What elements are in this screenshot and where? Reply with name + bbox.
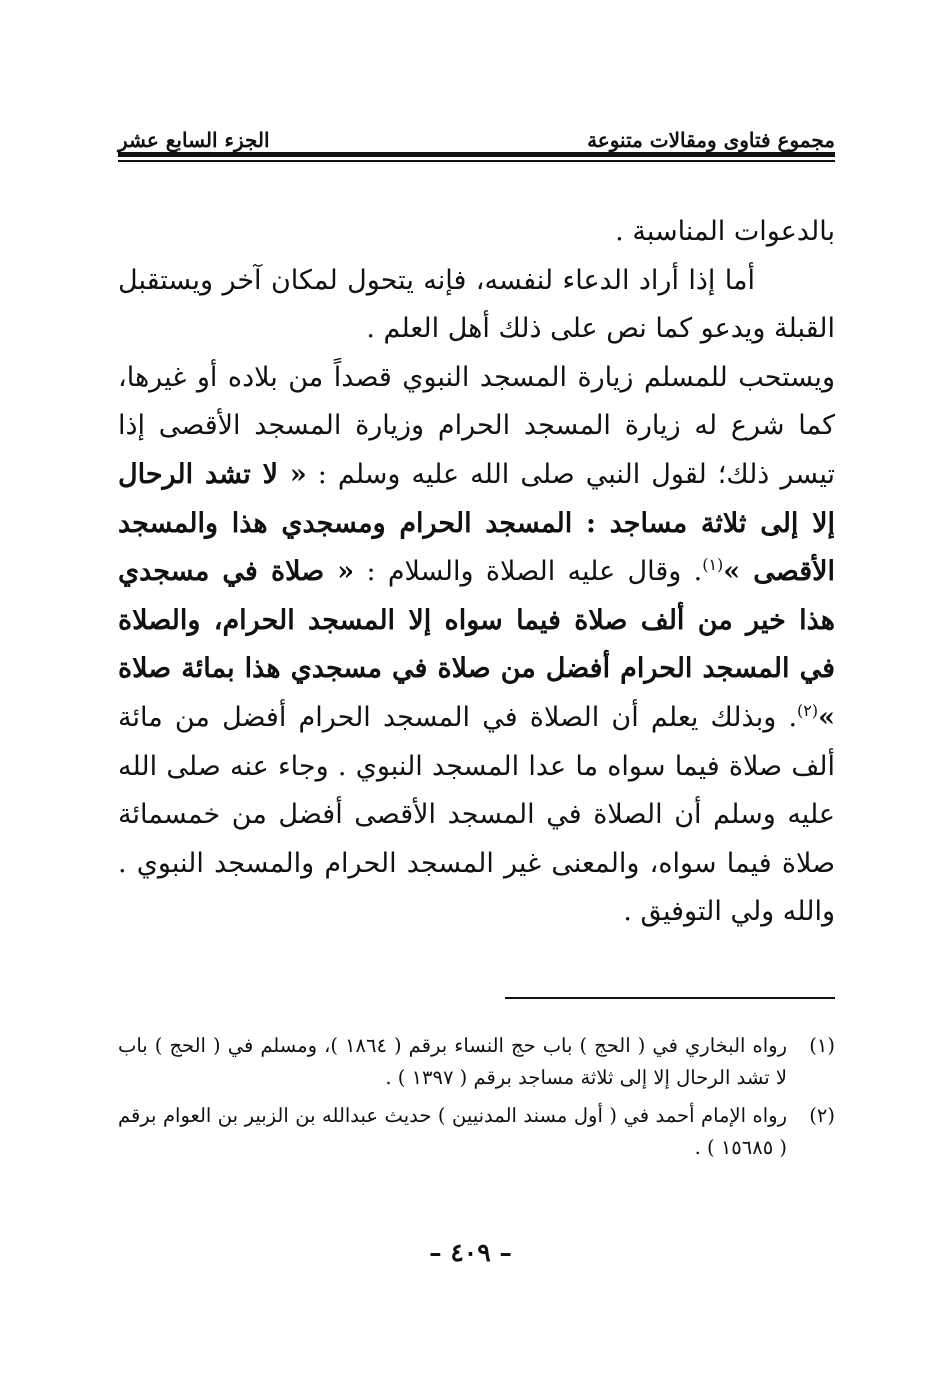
paragraph-2-intro: ويستحب للمسلم زيارة المسجد النبوي قصداً من بلاده أو غيرها، كما شرع له زيارة المسجد الحرام وزيارة المسجد الأقصى إذا تيسر ذلك؛ لقول النبي صلى الله عليه وسلم : <box>118 361 835 490</box>
header-rule-thin <box>118 160 835 162</box>
footnote-ref-2[interactable]: (٢) <box>797 700 819 720</box>
hadith-quote-1: « لا تشد الرحال إلا إلى ثلاثة مساجد : المسجد الحرام ومسجدي هذا والمسجد الأقصى » <box>118 458 836 588</box>
book-title: مجموع فتاوى ومقالات متنوعة <box>587 128 835 152</box>
paragraph-1: أما إذا أراد الدعاء لنفسه، فإنه يتحول لمكان آخر ويستقبل القبلة ويدعو كما نص على ذلك أهل العلم . <box>118 264 835 345</box>
paragraph-2-end: . وبذلك يعلم أن الصلاة في المسجد الحرام أفضل من مائة ألف صلاة فيما سواه ما عدا المسجد النبوي . وجاء عنه صلى الله عليه وسلم أن الصلاة في المسجد الأقصى أفضل من خمسمائة صلاة فيما سواه، والمعنى غير المسجد الحرام والمسجد النبوي . والله ولي التوفيق . <box>118 701 835 928</box>
footnote-1 <box>118 1030 835 1094</box>
footnote-separator <box>505 997 835 999</box>
footnote-text: رواه الإمام أحمد في ( أول مسند المدنيين ) حديث عبدالله بن الزبير بن العوام برقم ( ١٥٦٨٥ ) . <box>118 1104 787 1159</box>
page-number: – ٤٠٩ – <box>429 1238 512 1267</box>
footnote-text: رواه البخاري في ( الحج ) باب حج النساء برقم ( ١٨٦٤ )، ومسلم في ( الحج ) باب لا تشد الرحال إلا إلى ثلاثة مساجد برقم ( ١٣٩٧ ) . <box>118 1034 787 1089</box>
main-text <box>118 208 835 937</box>
footnote-number: (٢) <box>809 1104 835 1127</box>
running-header <box>118 118 835 152</box>
footnote-2 <box>118 1100 835 1164</box>
volume-label: الجزء السابع عشر <box>118 128 270 152</box>
paragraph-2 <box>118 354 835 937</box>
footnote-ref-1[interactable]: (١) <box>702 555 724 575</box>
hadith-quote-2: « صلاة في مسجدي هذا خير من ألف صلاة فيما سواه إلا المسجد الحرام، والصلاة في المسجد الحرام أفضل من صلاة في مسجدي هذا بمائة صلاة » <box>118 556 835 733</box>
footnote-number: (١) <box>809 1034 835 1057</box>
paragraph-0: بالدعوات المناسبة . <box>615 216 835 247</box>
paragraph-2-middle: . وقال عليه الصلاة والسلام : <box>366 556 703 588</box>
footnotes <box>118 1030 835 1170</box>
header-rule-thick <box>118 152 835 157</box>
